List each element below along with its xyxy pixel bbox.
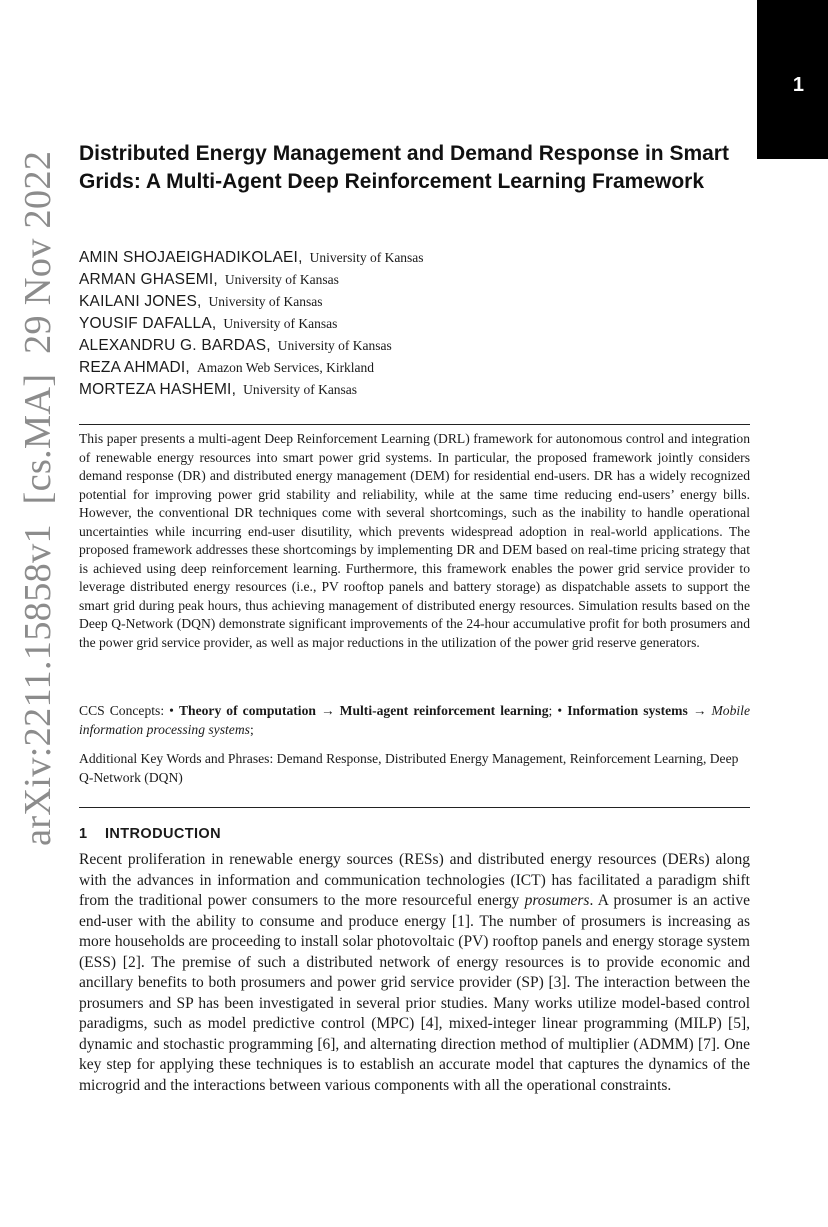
paper-title: Distributed Energy Management and Demand Response in Smart Grids: A Multi-Agent Deep Reinforcement Learning Framework (79, 142, 729, 193)
ccs-arrow: → (320, 703, 335, 718)
author-affiliation: University of Kansas (277, 338, 392, 353)
author-entry (79, 379, 679, 401)
page-number-tab (757, 0, 828, 159)
author-entry (79, 269, 679, 291)
author-affiliation: University of Kansas (223, 316, 338, 331)
keywords: Additional Key Words and Phrases: Demand Response, Distributed Energy Management, Reinforcement Learning, Deep Q-Network (DQN) (79, 751, 739, 785)
intro-italic-term: prosumers (524, 892, 590, 909)
author-name: AMIN SHOJAEIGHADIKOLAEI, (79, 249, 303, 266)
author-entry (79, 335, 679, 357)
ccs-term: Information systems (567, 703, 688, 718)
arxiv-stamp: arXiv:2211.15858v1 [cs.MA] 29 Nov 2022 (17, 150, 59, 846)
page-number: 1 (792, 74, 804, 96)
author-name: YOUSIF DAFALLA, (79, 315, 217, 332)
abstract: This paper presents a multi-agent Deep Reinforcement Learning (DRL) framework for autonomous control and integration of renewable energy resources into smart power grid systems. In particular, the proposed framework jointly considers demand response (DR) and distributed energy management (DEM) for residential end-users. DR has a widely recognized potential for improving power grid stability and reliability, while at the same time reducing end-users’ energy bills. However, the conventional DR techniques come with several shortcomings, such as the inability to handle operational uncertainties while incurring end-user disutility, which prevents widespread adoption in real-world applications. The proposed framework addresses these shortcomings by implementing DR and DEM based on real-time pricing strategy that is achieved using deep reinforcement learning. Furthermore, this framework enables the power grid service provider to leverage distributed energy resources (i.e., PV rooftop panels and battery storage) as dispatchable assets to support the smart grid during peak hours, thus achieving management of distributed energy resources. Simulation results based on the Deep Q-Network (DQN) demonstrate significant improvements of the 24-hour accumulative profit for both prosumers and the power grid service provider, as well as major reductions in the utilization of the power grid reserve generators. (79, 431, 750, 650)
author-entry (79, 313, 679, 335)
abstract-top-rule (79, 424, 750, 425)
author-name: KAILANI JONES, (79, 293, 202, 310)
section-title: INTRODUCTION (105, 826, 221, 842)
author-affiliation: University of Kansas (243, 382, 358, 397)
ccs-subterm: Mobile information processing systems (79, 703, 750, 737)
ccs-bullet: • (557, 703, 563, 718)
author-affiliation: Amazon Web Services, Kirkland (196, 360, 375, 375)
ccs-label: CCS Concepts: (79, 703, 165, 718)
author-affiliation: University of Kansas (208, 294, 323, 309)
author-name: REZA AHMADI, (79, 359, 190, 376)
author-name: ARMAN GHASEMI, (79, 271, 218, 288)
author-name: MORTEZA HASHEMI, (79, 381, 237, 398)
author-affiliation: University of Kansas (309, 250, 424, 265)
author-affiliation: University of Kansas (224, 272, 339, 287)
author-entry (79, 291, 679, 313)
author-list (79, 247, 679, 401)
ccs-end: ; (249, 722, 254, 737)
ccs-subterm: Multi-agent reinforcement learning (339, 703, 549, 718)
ccs-bullet: • (169, 703, 174, 718)
ccs-arrow: → (692, 703, 707, 718)
section-number: 1 (79, 826, 88, 842)
abstract-bottom-rule (79, 807, 750, 808)
intro-text: . A prosumer is an active end-user with the ability to consume and produce energy [1]. The number of prosumers is increasing as more households are proceeding to install solar photovoltaic (PV) rooftop panels and energy storage system (ESS) [2]. The premise of such a distributed network of energy resources is to provide economic and ancillary benefits to both prosumers and power grid service provider (SP) [3]. The interaction between the prosumers and SP has been investigated in several prior studies. Many works utilize model-based control paradigms, such as model predictive control (MPC) [4], mixed-integer linear programming (MILP) [5], dynamic and stochastic programming [6], and alternating direction method of multiplier (ADMM) [7]. One key step for applying these techniques is to establish an accurate model that captures the dynamics of the microgrid and the interactions between various components with all the operational constraints. (79, 892, 750, 1094)
author-name: ALEXANDRU G. BARDAS, (79, 337, 271, 354)
author-entry (79, 247, 679, 269)
ccs-concepts (79, 701, 750, 739)
ccs-separator: ; (548, 703, 553, 718)
section-heading (79, 826, 221, 842)
introduction-paragraph (79, 850, 750, 1096)
intro-text: Recent proliferation in renewable energy sources (RESs) and distributed energy resources (DERs) along with the advances in information and communication technologies (ICT) has facilitated a paradigm shift from the traditional power consumers to the more resourceful energy (79, 851, 750, 909)
ccs-term: Theory of computation (178, 703, 316, 718)
author-entry (79, 357, 679, 379)
